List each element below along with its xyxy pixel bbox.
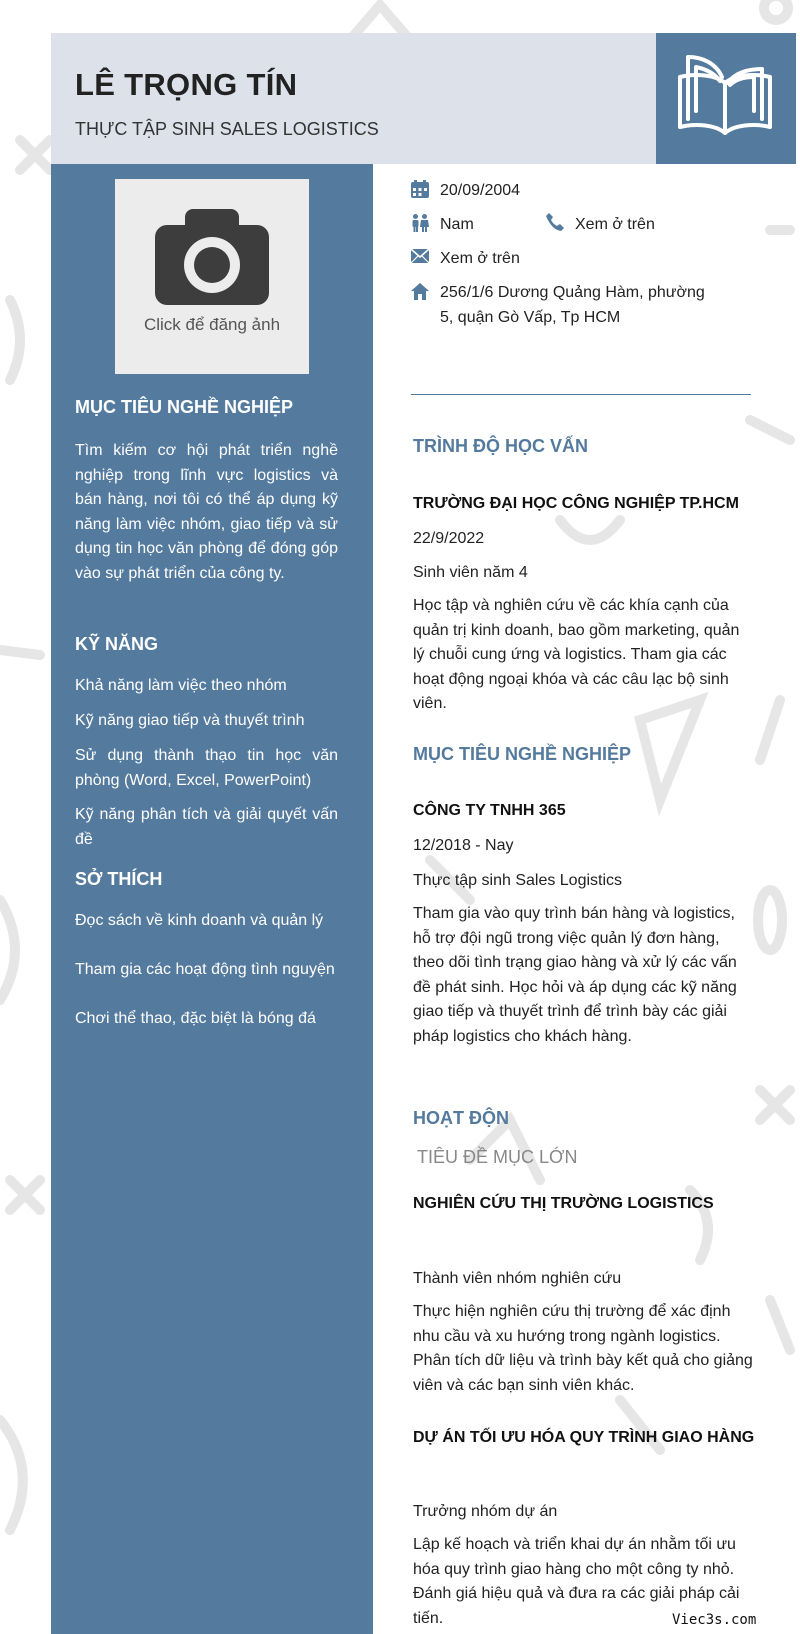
email-icon	[411, 249, 429, 263]
home-icon	[411, 283, 429, 300]
camera-icon	[155, 207, 269, 307]
site-watermark: Viec3s.com	[672, 1612, 757, 1628]
photo-upload[interactable]	[115, 179, 309, 374]
address-line-2[interactable]: 5, quận Gò Vấp, Tp HCM	[440, 309, 621, 326]
phone[interactable]: Xem ở trên	[575, 216, 655, 233]
candidate-name[interactable]: LÊ TRỌNG TÍN	[75, 67, 298, 102]
skill-item[interactable]: Sử dụng thành thạo tin học văn phòng (Word, Excel, PowerPoint)	[75, 747, 338, 789]
activity-role[interactable]: Trưởng nhóm dự án	[413, 1503, 558, 1520]
left-sidebar	[51, 164, 373, 1634]
experience-title[interactable]: MỤC TIÊU NGHỀ NGHIỆP	[413, 744, 632, 764]
activities-subtitle[interactable]: TIÊU ĐỀ MỤC LỚN	[417, 1147, 578, 1167]
phone-icon	[546, 213, 564, 231]
activity-description[interactable]: Thực hiện nghiên cứu thị trường để xác định nhu cầu và xu hướng trong ngành logistics. Phân tích dữ liệu và trình bày kết quả cho giảng viên và các bạn sinh viên khác.	[413, 1303, 753, 1394]
skill-item[interactable]: Kỹ năng phân tích và giải quyết vấn đề	[75, 806, 338, 848]
hobby-item[interactable]: Chơi thể thao, đặc biệt là bóng đá	[75, 1010, 316, 1027]
objective-text[interactable]: Tìm kiếm cơ hội phát triển nghề nghiệp trong lĩnh vực logistics và bán hàng, nơi tôi có thể áp dụng kỹ năng làm việc nhóm, giao tiếp và sử dụng tin học văn phòng để đóng góp vào sự phát triển của công ty.	[75, 442, 338, 582]
experience-description[interactable]: Tham gia vào quy trình bán hàng và logistics, hỗ trợ đội ngũ trong việc quản lý đơn hàng, theo dõi tình trạng giao hàng và xử lý các vấn đề phát sinh. Học hỏi và áp dụng các kỹ năng giao tiếp và thuyết trình để trình bày các giải pháp logistics cho khách hàng.	[413, 905, 737, 1045]
calendar-icon	[411, 180, 429, 198]
education-status[interactable]: Sinh viên năm 4	[413, 564, 528, 581]
birthdate[interactable]: 20/09/2004	[440, 182, 521, 199]
main-content	[373, 164, 796, 1634]
resume-header	[51, 33, 796, 164]
skills-title[interactable]: KỸ NĂNG	[75, 634, 159, 654]
company-name[interactable]: CÔNG TY TNHH 365	[413, 802, 566, 819]
education-date[interactable]: 22/9/2022	[413, 530, 485, 547]
hobbies-title[interactable]: SỞ THÍCH	[75, 869, 163, 889]
address-line-1[interactable]: 256/1/6 Dương Quảng Hàm, phường	[440, 284, 705, 301]
hobby-item[interactable]: Tham gia các hoạt động tình nguyện	[75, 961, 335, 978]
activity-name[interactable]: NGHIÊN CỨU THỊ TRƯỜNG LOGISTICS	[413, 1195, 714, 1212]
experience-role[interactable]: Thực tập sinh Sales Logistics	[413, 872, 623, 889]
activities-title[interactable]: HOẠT ĐỘN	[413, 1108, 509, 1128]
hobby-item[interactable]: Đọc sách về kinh doanh và quản lý	[75, 912, 324, 929]
photo-upload-label: Click để đăng ảnh	[143, 315, 281, 334]
skill-item[interactable]: Khả năng làm việc theo nhóm	[75, 677, 287, 694]
open-book-icon	[676, 49, 774, 141]
gender-icon	[411, 214, 429, 232]
school-name[interactable]: TRƯỜNG ĐẠI HỌC CÔNG NGHIỆP TP.HCM	[413, 495, 739, 512]
activity-role[interactable]: Thành viên nhóm nghiên cứu	[413, 1270, 622, 1287]
activity-name[interactable]: DỰ ÁN TỐI ƯU HÓA QUY TRÌNH GIAO HÀNG	[413, 1429, 755, 1446]
skill-item[interactable]: Kỹ năng giao tiếp và thuyết trình	[75, 712, 305, 729]
book-logo-box	[656, 33, 796, 164]
candidate-position[interactable]: THỰC TẬP SINH SALES LOGISTICS	[75, 119, 379, 139]
resume-page	[51, 33, 796, 1634]
divider	[411, 394, 751, 395]
gender[interactable]: Nam	[440, 216, 474, 233]
education-description[interactable]: Học tập và nghiên cứu về các khía cạnh của quản trị kinh doanh, bao gồm marketing, quản lý chuỗi cung ứng và logistics. Tham gia các hoạt động ngoại khóa và các câu lạc bộ sinh viên.	[413, 597, 740, 712]
objective-title[interactable]: MỤC TIÊU NGHỀ NGHIỆP	[75, 397, 294, 417]
experience-period[interactable]: 12/2018 - Nay	[413, 837, 514, 854]
education-title[interactable]: TRÌNH ĐỘ HỌC VẤN	[413, 436, 588, 456]
email[interactable]: Xem ở trên	[440, 250, 520, 267]
activity-description[interactable]: Lập kế hoạch và triển khai dự án nhằm tối ưu hóa quy trình giao hàng cho một công ty nhỏ. Đánh giá hiệu quả và đưa ra các giải pháp cải tiến.	[413, 1536, 740, 1627]
